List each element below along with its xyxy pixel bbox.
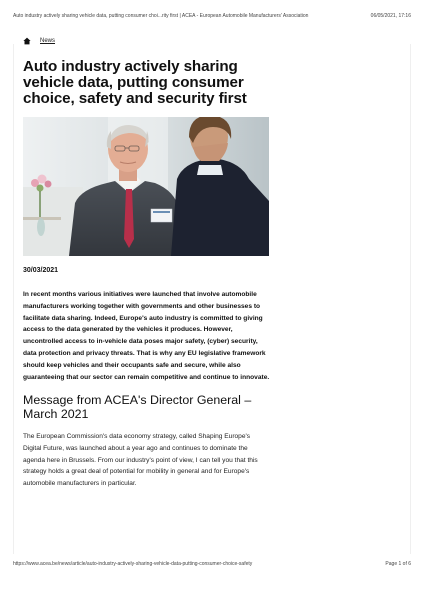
print-footer-page: Page 1 of 6 bbox=[385, 561, 411, 567]
home-icon[interactable] bbox=[23, 37, 31, 45]
print-header bbox=[13, 13, 411, 21]
breadcrumb bbox=[23, 36, 270, 46]
publication-date: 30/03/2021 bbox=[23, 267, 59, 274]
print-header-datetime: 06/05/2021, 17:16 bbox=[370, 13, 411, 19]
section-heading: Message from ACEA's Director General – March 2021 bbox=[23, 393, 252, 422]
breadcrumb-news-link[interactable]: News bbox=[40, 38, 56, 44]
hero-image bbox=[23, 117, 269, 256]
section-body: The European Commission's data economy strategy, called Shaping Europe's Digital Future, was launched about a year ago and continues to dominate the agenda here in Brussels. From our industry's point of view, I can tell you that this strategy holds a great deal of potential for mobility in general and for Europe's automobile manufacturers in particular. bbox=[23, 432, 258, 488]
article-content bbox=[23, 36, 270, 490]
print-header-title: Auto industry actively sharing vehicle data, putting consumer choi...rity first | ACEA - European Automobile Manufacturers' Association bbox=[13, 13, 309, 19]
print-footer-url: https://www.acea.be/news/article/auto-industry-actively-sharing-vehicle-data-putting-consumer-choice-safety bbox=[13, 561, 253, 567]
print-footer bbox=[13, 561, 411, 569]
article-title: Auto industry actively sharing vehicle data, putting consumer choice, safety and security first bbox=[23, 58, 247, 107]
article-intro: In recent months various initiatives were launched that involve automobile manufacturers working together with governments and other businesses to facilitate data sharing. Indeed, Europe's auto industry is committed to giving access to the data generated by the vehicles it produces. However, uncontrolled access to in-vehicle data poses major safety, (cyber) security, data protection and privacy threats. That is why any EU legislative framework should keep vehicles and their occupants safe and secure, while also guaranteeing that our sector can remain competitive and continue to innovate. bbox=[23, 291, 270, 381]
